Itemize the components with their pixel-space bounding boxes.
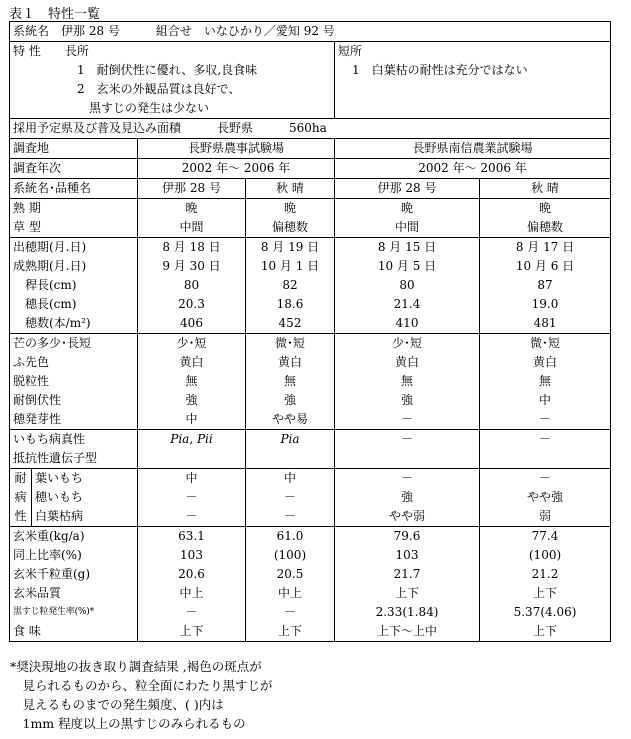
growth-labels <box>10 238 138 334</box>
trait-value: 微･短 <box>274 336 305 350</box>
disease-values-v4 <box>480 469 611 527</box>
trait-value: 406 <box>180 316 203 330</box>
trait-value: 中 <box>185 412 198 426</box>
trait-value: やや易 <box>271 412 308 426</box>
trait-value: － <box>400 412 413 426</box>
trait-label: 玄米重(kg/a) <box>13 529 85 543</box>
morph-values-v2 <box>246 334 335 430</box>
trait-value: やや強 <box>527 490 564 504</box>
morph-labels <box>10 334 138 430</box>
trait-label: 穂長(cm) <box>13 297 77 311</box>
trait-value: 103 <box>180 548 203 562</box>
trait-value: 黄白 <box>394 355 419 369</box>
trait-label: 成熟期(月.日) <box>13 259 87 273</box>
growth-values-v1 <box>138 238 246 334</box>
trait-value: 10 月 5 日 <box>377 259 437 273</box>
lineage-row: 系統名 伊那 28 号 組合せ いなひかり／愛知 92 号 <box>10 22 611 42</box>
trait-value: 80 <box>399 278 415 292</box>
yield-values-v1 <box>138 527 246 642</box>
trait-label: 白葉枯病 <box>35 509 84 523</box>
trait-value: 弱 <box>539 509 552 523</box>
morph-values-v3 <box>335 334 480 430</box>
trait-value: 晩 <box>539 201 552 215</box>
trait-values-v4 <box>480 199 611 238</box>
trait-label: 熟 期 <box>13 201 41 215</box>
trait-value: 無 <box>185 374 198 388</box>
trait-label: 草 型 <box>13 220 41 234</box>
trait-value: 79.6 <box>393 529 421 543</box>
disease-side-label <box>10 469 32 527</box>
disease-labels <box>32 469 138 527</box>
trait-value: 上下 <box>533 586 558 600</box>
yield-values-v4 <box>480 527 611 642</box>
site-label: 調査地 <box>10 139 138 159</box>
trait-value: 黄白 <box>179 355 204 369</box>
trait-value: 63.1 <box>178 529 205 543</box>
trait-value: 10 月 6 日 <box>515 259 575 273</box>
trait-value: 2.33(1.84) <box>375 605 439 619</box>
trait-label: 黒すじ粒発生率(%)* <box>13 607 94 617</box>
trait-value: (100) <box>273 548 307 562</box>
trait-value: 少･短 <box>391 336 422 350</box>
year-label: 調査年次 <box>10 159 138 179</box>
trait-value: 5.37(4.06) <box>513 605 577 619</box>
trait-label: 穂発芽性 <box>13 412 62 426</box>
trait-label: いもち病真性 <box>13 432 86 446</box>
trait-value: 上下 <box>533 624 558 638</box>
morph-values-v1 <box>138 334 246 430</box>
trait-value: 8 月 19 日 <box>260 240 320 254</box>
trait-value: － <box>539 432 552 446</box>
trait-value: 中間 <box>179 220 204 234</box>
trait-value: － <box>185 490 198 504</box>
trait-value: 18.6 <box>276 297 304 311</box>
trait-label: 葉いもち <box>35 471 84 485</box>
site-2: 長野県南信農業試験場 <box>335 139 611 159</box>
growth-values-v4 <box>480 238 611 334</box>
site-1: 長野県農事試験場 <box>138 139 335 159</box>
trait-label: 稈長(cm) <box>13 278 77 292</box>
adoption-row: 採用予定県及び普及見込み面積 長野県 560ha <box>10 119 611 139</box>
variety-1: 伊那 28 号 <box>138 179 246 199</box>
trait-value: 黄白 <box>277 355 302 369</box>
trait-value: － <box>185 605 198 619</box>
trait-value: 中上 <box>277 586 302 600</box>
footnote-line: *奨決現地の抜き取り調査結果 ,褐色の斑点が <box>10 659 262 674</box>
trait-value: － <box>283 605 296 619</box>
trait-label: 穂数(本/m²) <box>13 316 91 330</box>
blast-gene-v1 <box>138 430 246 469</box>
trait-value: 77.4 <box>531 529 559 543</box>
trait-label: 抵抗性遺伝子型 <box>13 451 98 465</box>
trait-label: 出穂期(月.日) <box>13 240 87 254</box>
footnote-line: 見られるものから、粒全面にわたり黒すじが <box>10 678 273 693</box>
trait-value: (100) <box>528 548 562 562</box>
blast-gene-v4 <box>480 430 611 469</box>
trait-label: ふ先色 <box>13 355 50 369</box>
yield-values-v2 <box>246 527 335 642</box>
trait-value: 無 <box>400 374 413 388</box>
trait-value: 8 月 15 日 <box>377 240 437 254</box>
weakness-title: 短所 <box>338 44 363 58</box>
trait-value: 20.5 <box>276 567 304 581</box>
trait-value: － <box>400 432 413 446</box>
trait-label: 脱粒性 <box>13 374 50 388</box>
trait-value: 晩 <box>283 201 296 215</box>
trait-value: 87 <box>537 278 553 292</box>
footnote <box>10 657 273 733</box>
trait-value: 上下 <box>277 624 302 638</box>
table-caption: 表１ 特性一覧 <box>9 7 101 22</box>
trait-value: 晩 <box>400 201 413 215</box>
disease-values-v3 <box>335 469 480 527</box>
blast-gene-v2 <box>246 430 335 469</box>
trait-value: やや弱 <box>388 509 425 523</box>
trait-value: 21.2 <box>531 567 559 581</box>
variety-4: 秋 晴 <box>480 179 611 199</box>
trait-label: 玄米品質 <box>13 586 62 600</box>
trait-value: 19.0 <box>531 297 559 311</box>
trait-value: 103 <box>395 548 419 562</box>
side-char: 病 <box>14 490 27 504</box>
weaknesses-cell <box>335 42 611 119</box>
growth-values-v2 <box>246 238 335 334</box>
trait-value: 82 <box>282 278 298 292</box>
trait-value: 強 <box>400 490 413 504</box>
variety-3: 伊那 28 号 <box>335 179 480 199</box>
side-char: 性 <box>14 509 27 523</box>
trait-label: 耐倒伏性 <box>13 393 62 407</box>
trait-label: 玄米千粒重(g) <box>13 567 91 581</box>
trait-value: 上下 <box>179 624 204 638</box>
blast-gene-labels <box>10 430 138 469</box>
year-site-1: 2002 年～ 2006 年 <box>138 159 335 179</box>
growth-values-v3 <box>335 238 480 334</box>
yield-labels <box>10 527 138 642</box>
trait-value: 中上 <box>179 586 204 600</box>
trait-label: 穂いもち <box>35 490 84 504</box>
trait-value: 21.4 <box>393 297 421 311</box>
footnote-line: 見えるものまでの発生頻度、( )内は <box>10 697 224 712</box>
trait-value: Pia, Pii <box>170 432 213 446</box>
trait-value: － <box>283 509 296 523</box>
trait-value: 上下 <box>394 586 419 600</box>
trait-value: 中 <box>283 471 296 485</box>
trait-value: 80 <box>183 278 200 292</box>
variety-2: 秋 晴 <box>246 179 335 199</box>
strength-3: 黒すじの発生は少ない <box>77 101 210 115</box>
trait-value: 8 月 18 日 <box>162 240 221 254</box>
trait-label: 食 味 <box>13 624 41 638</box>
strengths-cell <box>10 42 335 119</box>
trait-value: 微･短 <box>530 336 561 350</box>
trait-value: 20.6 <box>178 567 205 581</box>
trait-value: 410 <box>395 316 419 330</box>
disease-values-v2 <box>246 469 335 527</box>
trait-label: 同上比率(%) <box>13 548 82 562</box>
morph-values-v4 <box>480 334 611 430</box>
trait-value: 10 月 1 日 <box>260 259 320 273</box>
disease-values-v1 <box>138 469 246 527</box>
weakness-1: 1 白葉枯の耐性は充分ではない <box>352 63 528 77</box>
trait-value: 中間 <box>394 220 419 234</box>
trait-value: 晩 <box>185 201 198 215</box>
trait-value: 少･短 <box>176 336 207 350</box>
trait-value: 無 <box>539 374 552 388</box>
year-site-2: 2002 年～ 2006 年 <box>335 159 611 179</box>
trait-value: 無 <box>283 374 296 388</box>
trait-value: 8 月 17 日 <box>515 240 575 254</box>
trait-value: 強 <box>400 393 413 407</box>
trait-value: － <box>283 490 296 504</box>
trait-value: 強 <box>185 393 198 407</box>
strength-2: 2 玄米の外観品質は良好で、 <box>77 82 241 96</box>
trait-value: － <box>539 412 552 426</box>
trait-values-v1 <box>138 199 246 238</box>
trait-label: 芒の多少･長短 <box>13 336 92 350</box>
trait-values-v3 <box>335 199 480 238</box>
trait-value: 中 <box>539 393 552 407</box>
trait-value: 強 <box>283 393 296 407</box>
blast-gene-v3 <box>335 430 480 469</box>
strength-1: 1 耐倒伏性に優れ、多収,良食味 <box>77 63 258 77</box>
trait-value: Pia <box>280 432 300 446</box>
trait-value: 上下～上中 <box>376 624 437 638</box>
trait-value: 20.3 <box>178 297 205 311</box>
footnote-line: 1mm 程度以上の黒すじのみられるもの <box>10 716 246 731</box>
yield-values-v3 <box>335 527 480 642</box>
trait-value: 偏穂数 <box>271 220 308 234</box>
characteristics-table <box>9 21 611 642</box>
trait-labels <box>10 199 138 238</box>
trait-values-v2 <box>246 199 335 238</box>
traits-title: 特 性 長所 <box>13 44 89 58</box>
trait-value: － <box>539 471 552 485</box>
trait-value: 481 <box>533 316 557 330</box>
trait-value: 中 <box>185 471 198 485</box>
trait-value: － <box>400 471 413 485</box>
trait-value: 黄白 <box>533 355 558 369</box>
trait-value: 21.7 <box>393 567 421 581</box>
trait-value: 偏穂数 <box>527 220 564 234</box>
trait-value: － <box>185 509 198 523</box>
side-char: 耐 <box>14 471 27 485</box>
trait-value: 61.0 <box>276 529 304 543</box>
variety-label: 系統名･品種名 <box>10 179 138 199</box>
trait-value: 9 月 30 日 <box>162 259 221 273</box>
trait-value: 452 <box>278 316 302 330</box>
